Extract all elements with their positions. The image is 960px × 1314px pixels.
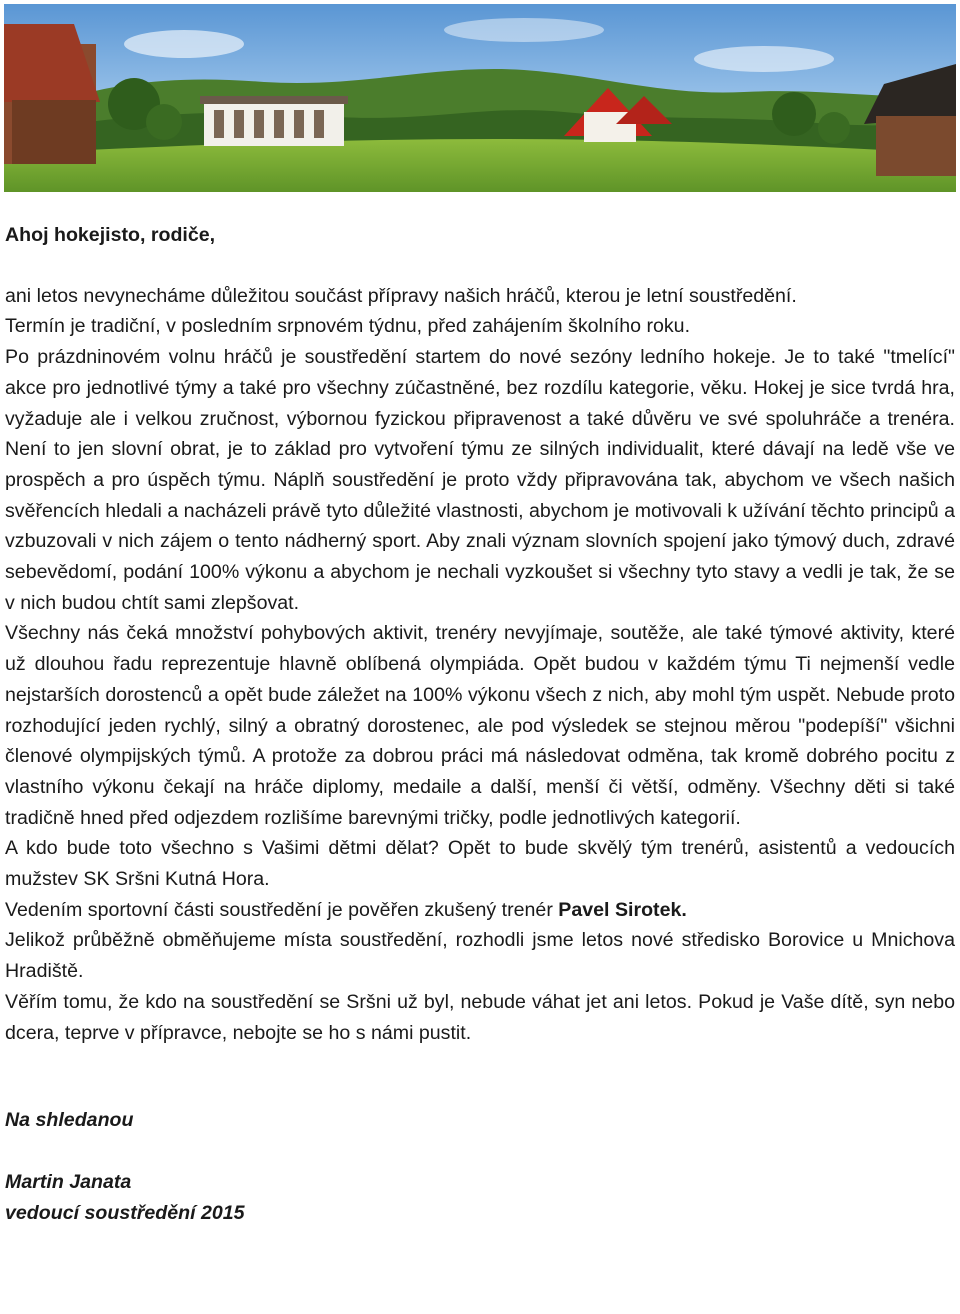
paragraph-activities: Všechny nás čeká množství pohybových aktivit, trenéry nevyjímaje, soutěže, ale také týmové aktivity, které už dlouhou řadu reprezentuje hlavně oblíbená olympiáda. Opět budou v každém týmu Ti nejmenší vedle nejstarších dorostenců a opět bude záležet na 100% výkonu všech z nich, aby mohl tým uspět. Nebude proto rozhodující jeden rychlý, silný a obratný dorostenec, ale pod výsledek se stejnou měrou "podepíší" všichni členové olympijských týmů. A protože za dobrou práci má následovat odměna, tak kromě dobrého pocitu z vlastního výkonu čekají na hráče diplomy, medaile a další, menší či větší, odměny. Všechny děti si také tradičně hned před odjezdem rozlišíme barevnými tričky, podle jednotlivých kategorií. [5, 622, 955, 829]
coach-text: Vedením sportovní části soustředění je pověřen zkušený trenér [5, 898, 559, 921]
spacer [5, 1048, 955, 1105]
greeting: Ahoj hokejisto, rodiče, [5, 224, 216, 246]
tree [818, 112, 850, 144]
spacer [5, 1136, 955, 1167]
signature-role: vedoucí soustředění 2015 [5, 1201, 245, 1224]
building-white-roof [200, 96, 348, 104]
signature-name: Martin Janata [5, 1170, 132, 1193]
header-landscape-photo [4, 4, 956, 192]
coach-name: Pavel Sirotek. [558, 898, 687, 921]
paragraph-team: A kdo bude toto všechno s Vašimi dětmi dělat? Opět to bude skvělý tým trenérů, asistentů a vedoucích mužstev SK Sršni Kutná Hora. [5, 837, 955, 891]
paragraph-location: Jelikož průběžně obměňujeme místa soustředění, rozhodli jsme letos nové středisko Borovice u Mnichova Hradiště. [5, 929, 955, 983]
cloud [124, 30, 244, 58]
letter-body [5, 220, 955, 1228]
intro-line-1: ani letos nevynecháme důležitou součást přípravy našich hráčů, kterou je letní soustředění. [5, 284, 797, 307]
cabin-left-wall [12, 100, 96, 164]
cabin-right-wall [876, 116, 956, 176]
paragraph-coach [5, 895, 955, 926]
paragraph-intro [5, 281, 955, 619]
spacer [5, 251, 955, 281]
intro-line-2: Termín je tradiční, v posledním srpnovém týdnu, před zahájením školního roku. [5, 315, 691, 338]
tree [772, 92, 816, 136]
tree [146, 104, 182, 140]
cloud [694, 46, 834, 72]
cloud [444, 18, 604, 42]
closing: Na shledanou [5, 1109, 134, 1132]
paragraph-invitation: Věřím tomu, že kdo na soustředění se Sršni už byl, nebude váhat jet ani letos. Pokud je Vaše dítě, syn nebo dcera, teprve v přípravce, nebojte se ho s námi pustit. [5, 990, 955, 1044]
intro-text: Po prázdninovém volnu hráčů je soustředění startem do nové sezóny ledního hokeje. Je to také "tmelící" akce pro jednotlivé týmy a také pro všechny zúčastněné, bez rozdílu kategorie, věku. Hokej je sice tvrdá hra, vyžaduje ale i velkou zručnost, výbornou fyzickou připravenost a také důvěru ve své spoluhráče a trenéra. Není to jen slovní obrat, je to základ pro vytvoření týmu ze silných individualit, které dávají na ledě vše ve prospěch a pro úspěch týmu. Náplň soustředění je proto vždy připravována tak, abychom ve všech našich svěřencích hledali a nacházeli právě tyto důležité vlastnosti, abychom je motivovali k užívání těchto principů a vzbuzovali v nich zájem o tento nádherný sport. Aby znali význam slovních spojení jako týmový duch, zdravé sebevědomí, podání 100% výkonu a abychom je nechali vyzkoušet si všechny tyto stavy a vedli je tak, že se v nich budou chtít sami zlepšovat. [5, 346, 955, 614]
